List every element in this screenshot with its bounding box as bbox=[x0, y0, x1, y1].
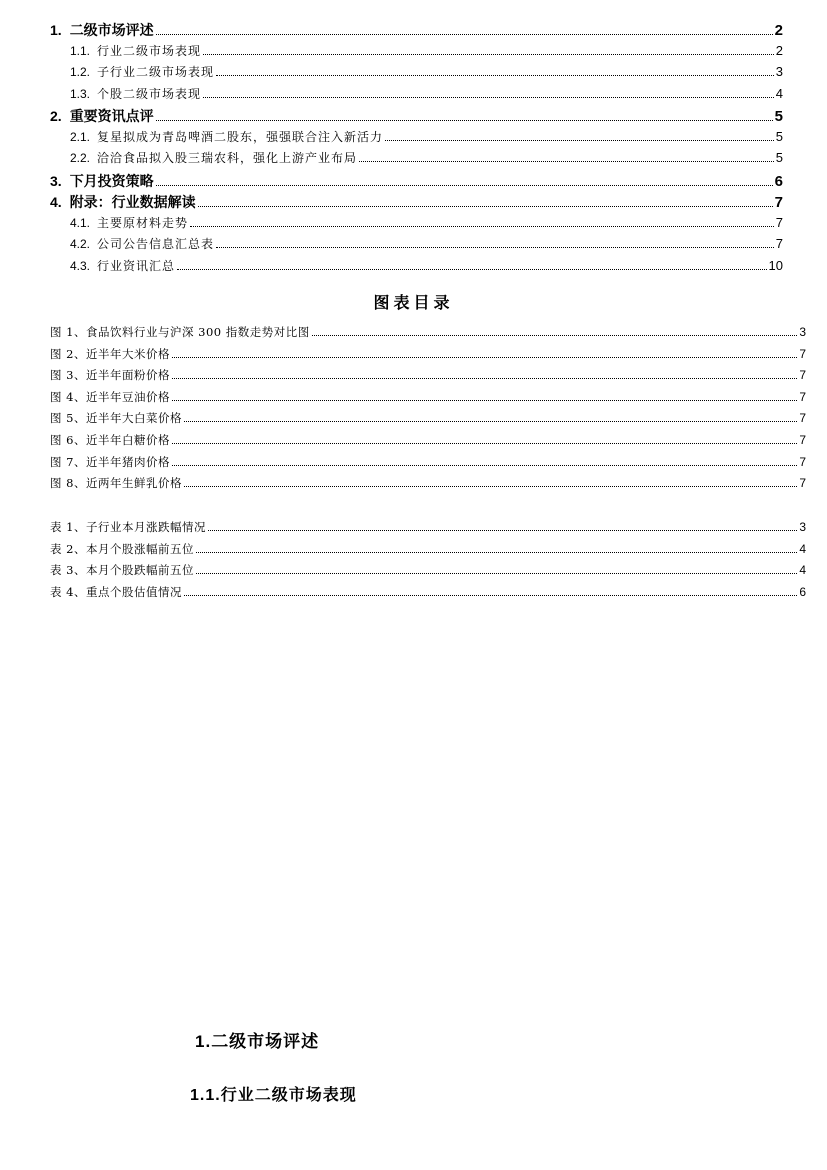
toc-page-number: 3 bbox=[775, 64, 783, 79]
figure-page-number: 7 bbox=[799, 476, 806, 491]
toc-page-number: 4 bbox=[775, 85, 783, 101]
figure-entry-8[interactable] bbox=[50, 475, 806, 497]
dot-leader bbox=[172, 442, 797, 444]
toc-entry-section-2-1[interactable] bbox=[50, 128, 783, 150]
table-of-contents bbox=[50, 20, 783, 278]
dot-leader bbox=[172, 399, 797, 401]
dot-leader bbox=[177, 268, 767, 270]
toc-entry-section-1-2[interactable] bbox=[50, 63, 783, 85]
dot-leader bbox=[198, 205, 773, 207]
toc-title: 二级市场评述 bbox=[69, 23, 154, 39]
toc-number: 2.1. bbox=[70, 129, 91, 144]
toc-number: 2. bbox=[50, 108, 62, 124]
dot-leader bbox=[312, 334, 798, 336]
figure-page-number: 7 bbox=[799, 432, 806, 447]
figure-page-number: 7 bbox=[799, 454, 806, 469]
table-page-number: 6 bbox=[799, 584, 806, 599]
figure-page-number: 3 bbox=[799, 325, 806, 339]
table-label: 表 3、本月个股跌幅前五位 bbox=[50, 563, 194, 578]
dot-leader bbox=[359, 160, 774, 162]
table-page-number: 4 bbox=[799, 541, 806, 556]
dot-leader bbox=[172, 464, 797, 466]
figure-label: 图 5、近半年大白菜价格 bbox=[50, 411, 182, 426]
figure-page-number: 7 bbox=[799, 389, 806, 404]
dot-leader bbox=[156, 33, 773, 35]
toc-title: 下月投资策略 bbox=[69, 173, 154, 190]
toc-title: 主要原材料走势 bbox=[97, 215, 189, 230]
dot-leader bbox=[156, 119, 773, 121]
table-entry-3[interactable] bbox=[50, 562, 806, 584]
toc-title: 附录：行业数据解读 bbox=[69, 195, 196, 211]
figure-entry-6[interactable] bbox=[50, 432, 806, 454]
toc-page-number: 7 bbox=[775, 236, 783, 251]
dot-leader bbox=[172, 356, 797, 358]
heading-title: 行业二级市场表现 bbox=[220, 1085, 357, 1104]
figure-label: 图 3、近半年面粉价格 bbox=[50, 368, 170, 383]
section-heading-1 bbox=[195, 1027, 319, 1052]
figure-label: 图 7、近半年猪肉价格 bbox=[50, 454, 170, 469]
heading-number: 1.1. bbox=[190, 1087, 221, 1104]
section-heading-1-1 bbox=[190, 1082, 357, 1105]
toc-entry-section-4-1[interactable] bbox=[50, 214, 783, 236]
toc-page-number: 2 bbox=[775, 42, 783, 58]
toc-title: 洽洽食品拟入股三瑞农科，强化上游产业布局 bbox=[97, 151, 358, 165]
toc-number: 1.1. bbox=[70, 43, 91, 58]
figure-label: 图 8、近两年生鲜乳价格 bbox=[50, 476, 182, 491]
table-entry-4[interactable] bbox=[50, 584, 806, 606]
dot-leader bbox=[216, 246, 774, 248]
table-page-number: 4 bbox=[799, 563, 806, 578]
dot-leader bbox=[203, 53, 774, 55]
toc-title: 重要资讯点评 bbox=[69, 109, 154, 125]
figure-label: 图 1、食品饮料行业与沪深 300 指数走势对比图 bbox=[50, 325, 310, 339]
dot-leader bbox=[385, 139, 774, 141]
toc-number: 4.1. bbox=[70, 215, 91, 230]
toc-title: 公司公告信息汇总表 bbox=[97, 237, 215, 251]
figure-label: 图 4、近半年豆油价格 bbox=[50, 389, 170, 404]
toc-page-number: 5 bbox=[774, 108, 783, 125]
toc-entry-section-4[interactable] bbox=[50, 192, 783, 214]
toc-number: 1. bbox=[50, 22, 62, 38]
dot-leader bbox=[203, 96, 774, 98]
toc-page-number: 5 bbox=[775, 150, 783, 165]
toc-page-number: 7 bbox=[775, 214, 783, 230]
dot-leader bbox=[156, 184, 773, 186]
toc-page-number: 10 bbox=[768, 257, 783, 273]
dot-leader bbox=[196, 572, 797, 574]
toc-title: 个股二级市场表现 bbox=[97, 86, 202, 101]
heading-title: 二级市场评述 bbox=[211, 1032, 320, 1052]
table-label: 表 1、子行业本月涨跌幅情况 bbox=[50, 520, 206, 534]
toc-entry-section-4-3[interactable] bbox=[50, 257, 783, 279]
toc-number: 4. bbox=[50, 194, 62, 210]
toc-entry-section-1-3[interactable] bbox=[50, 85, 783, 107]
figure-entry-2[interactable] bbox=[50, 346, 806, 368]
table-entry-2[interactable] bbox=[50, 541, 806, 563]
dot-leader bbox=[184, 420, 797, 422]
toc-title: 行业资讯汇总 bbox=[97, 258, 176, 273]
figures-list bbox=[50, 324, 806, 497]
dot-leader bbox=[184, 594, 797, 596]
toc-page-number: 5 bbox=[775, 128, 783, 144]
dot-leader bbox=[184, 485, 797, 487]
toc-entry-section-4-2[interactable] bbox=[50, 235, 783, 257]
toc-number: 3. bbox=[50, 172, 62, 189]
figure-entry-7[interactable] bbox=[50, 454, 806, 476]
figure-entry-5[interactable] bbox=[50, 410, 806, 432]
table-label: 表 2、本月个股涨幅前五位 bbox=[50, 541, 194, 556]
figure-entry-1[interactable] bbox=[50, 324, 806, 346]
figure-label: 图 2、近半年大米价格 bbox=[50, 346, 170, 361]
dot-leader bbox=[190, 225, 774, 227]
heading-number: 1. bbox=[195, 1032, 212, 1051]
toc-entry-section-1-1[interactable] bbox=[50, 42, 783, 64]
tables-list bbox=[50, 519, 806, 605]
figure-page-number: 7 bbox=[799, 411, 806, 426]
figure-label: 图 6、近半年白糖价格 bbox=[50, 432, 170, 447]
toc-page-number: 6 bbox=[774, 172, 783, 190]
toc-title: 行业二级市场表现 bbox=[97, 43, 202, 58]
table-label: 表 4、重点个股估值情况 bbox=[50, 584, 182, 599]
toc-number: 1.2. bbox=[70, 65, 91, 79]
figure-page-number: 7 bbox=[799, 346, 806, 361]
table-entry-1[interactable] bbox=[50, 519, 806, 541]
toc-entry-section-2-2[interactable] bbox=[50, 149, 783, 171]
toc-page-number: 7 bbox=[774, 194, 783, 211]
toc-title: 子行业二级市场表现 bbox=[97, 65, 215, 79]
toc-number: 1.3. bbox=[70, 86, 91, 101]
toc-number: 4.2. bbox=[70, 237, 91, 251]
dot-leader bbox=[196, 551, 797, 553]
toc-entry-section-1[interactable] bbox=[50, 20, 783, 42]
dot-leader bbox=[208, 529, 797, 531]
dot-leader bbox=[216, 74, 774, 76]
figures-list-heading: 图表目录 bbox=[373, 293, 454, 312]
toc-number: 4.3. bbox=[70, 258, 91, 273]
figure-entry-3[interactable] bbox=[50, 367, 806, 389]
dot-leader bbox=[172, 377, 797, 379]
toc-number: 2.2. bbox=[70, 151, 91, 165]
toc-entry-section-2[interactable] bbox=[50, 106, 783, 128]
table-page-number: 3 bbox=[799, 520, 806, 534]
toc-title: 复星拟成为青岛啤酒二股东，强强联合注入新活力 bbox=[97, 129, 384, 144]
toc-entry-section-3[interactable] bbox=[50, 171, 783, 193]
figure-page-number: 7 bbox=[799, 368, 806, 383]
toc-page-number: 2 bbox=[774, 22, 783, 39]
figure-entry-4[interactable] bbox=[50, 389, 806, 411]
